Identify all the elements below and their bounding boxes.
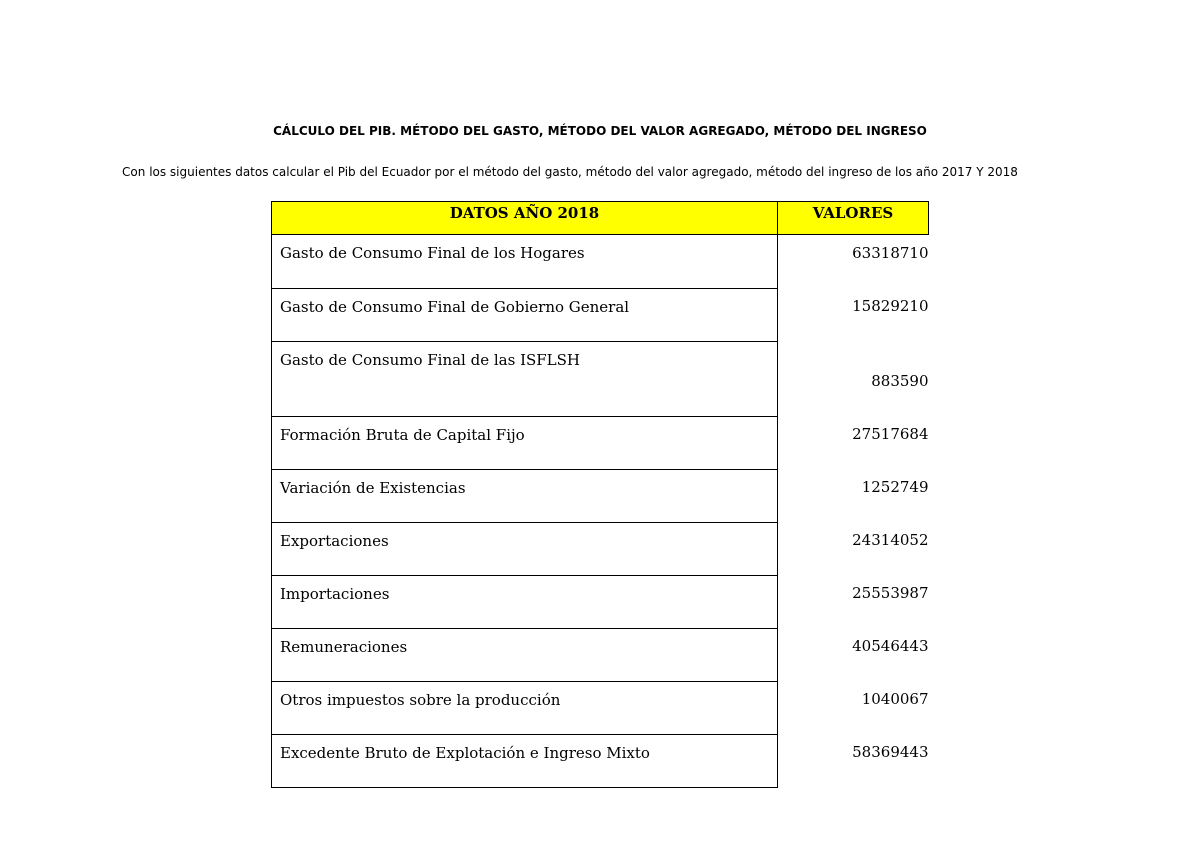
row-value: 883590 xyxy=(871,372,929,390)
document-subtitle: Con los siguientes datos calcular el Pib del Ecuador por el método del gasto, método del valor agregado, método del ingreso de los año 2017 Y 2018 xyxy=(122,165,1018,179)
document-title: CÁLCULO DEL PIB. MÉTODO DEL GASTO, MÉTODO DEL VALOR AGREGADO, MÉTODO DEL INGRESO xyxy=(273,124,927,138)
row-value: 1252749 xyxy=(861,478,929,496)
row-value: 40546443 xyxy=(852,637,929,655)
table-row xyxy=(272,288,929,341)
row-label: Exportaciones xyxy=(272,522,778,575)
row-label: Variación de Existencias xyxy=(272,469,778,522)
table-row xyxy=(272,734,929,787)
row-value: 63318710 xyxy=(852,244,929,262)
row-label: Gasto de Consumo Final de Gobierno General xyxy=(272,288,778,341)
table-header-row xyxy=(272,202,929,235)
row-value: 15829210 xyxy=(852,297,929,315)
row-value: 27517684 xyxy=(852,425,929,443)
row-label: Gasto de Consumo Final de las ISFLSH xyxy=(272,341,778,416)
row-label: Excedente Bruto de Explotación e Ingreso Mixto xyxy=(272,734,778,787)
header-valores: VALORES xyxy=(778,202,929,235)
row-label: Gasto de Consumo Final de los Hogares xyxy=(272,235,778,289)
row-value: 24314052 xyxy=(852,531,929,549)
row-label: Otros impuestos sobre la producción xyxy=(272,681,778,734)
table-row xyxy=(272,522,929,575)
row-label: Formación Bruta de Capital Fijo xyxy=(272,416,778,469)
table-row xyxy=(272,681,929,734)
header-datos: DATOS AÑO 2018 xyxy=(272,202,778,235)
table-row xyxy=(272,341,929,416)
row-value: 58369443 xyxy=(852,743,929,761)
table-row xyxy=(272,628,929,681)
row-value: 1040067 xyxy=(861,690,929,708)
table-row xyxy=(272,235,929,289)
data-table xyxy=(271,201,929,788)
table-row xyxy=(272,416,929,469)
row-label: Remuneraciones xyxy=(272,628,778,681)
row-label: Importaciones xyxy=(272,575,778,628)
row-value: 25553987 xyxy=(852,584,929,602)
table-row xyxy=(272,575,929,628)
table-row xyxy=(272,469,929,522)
